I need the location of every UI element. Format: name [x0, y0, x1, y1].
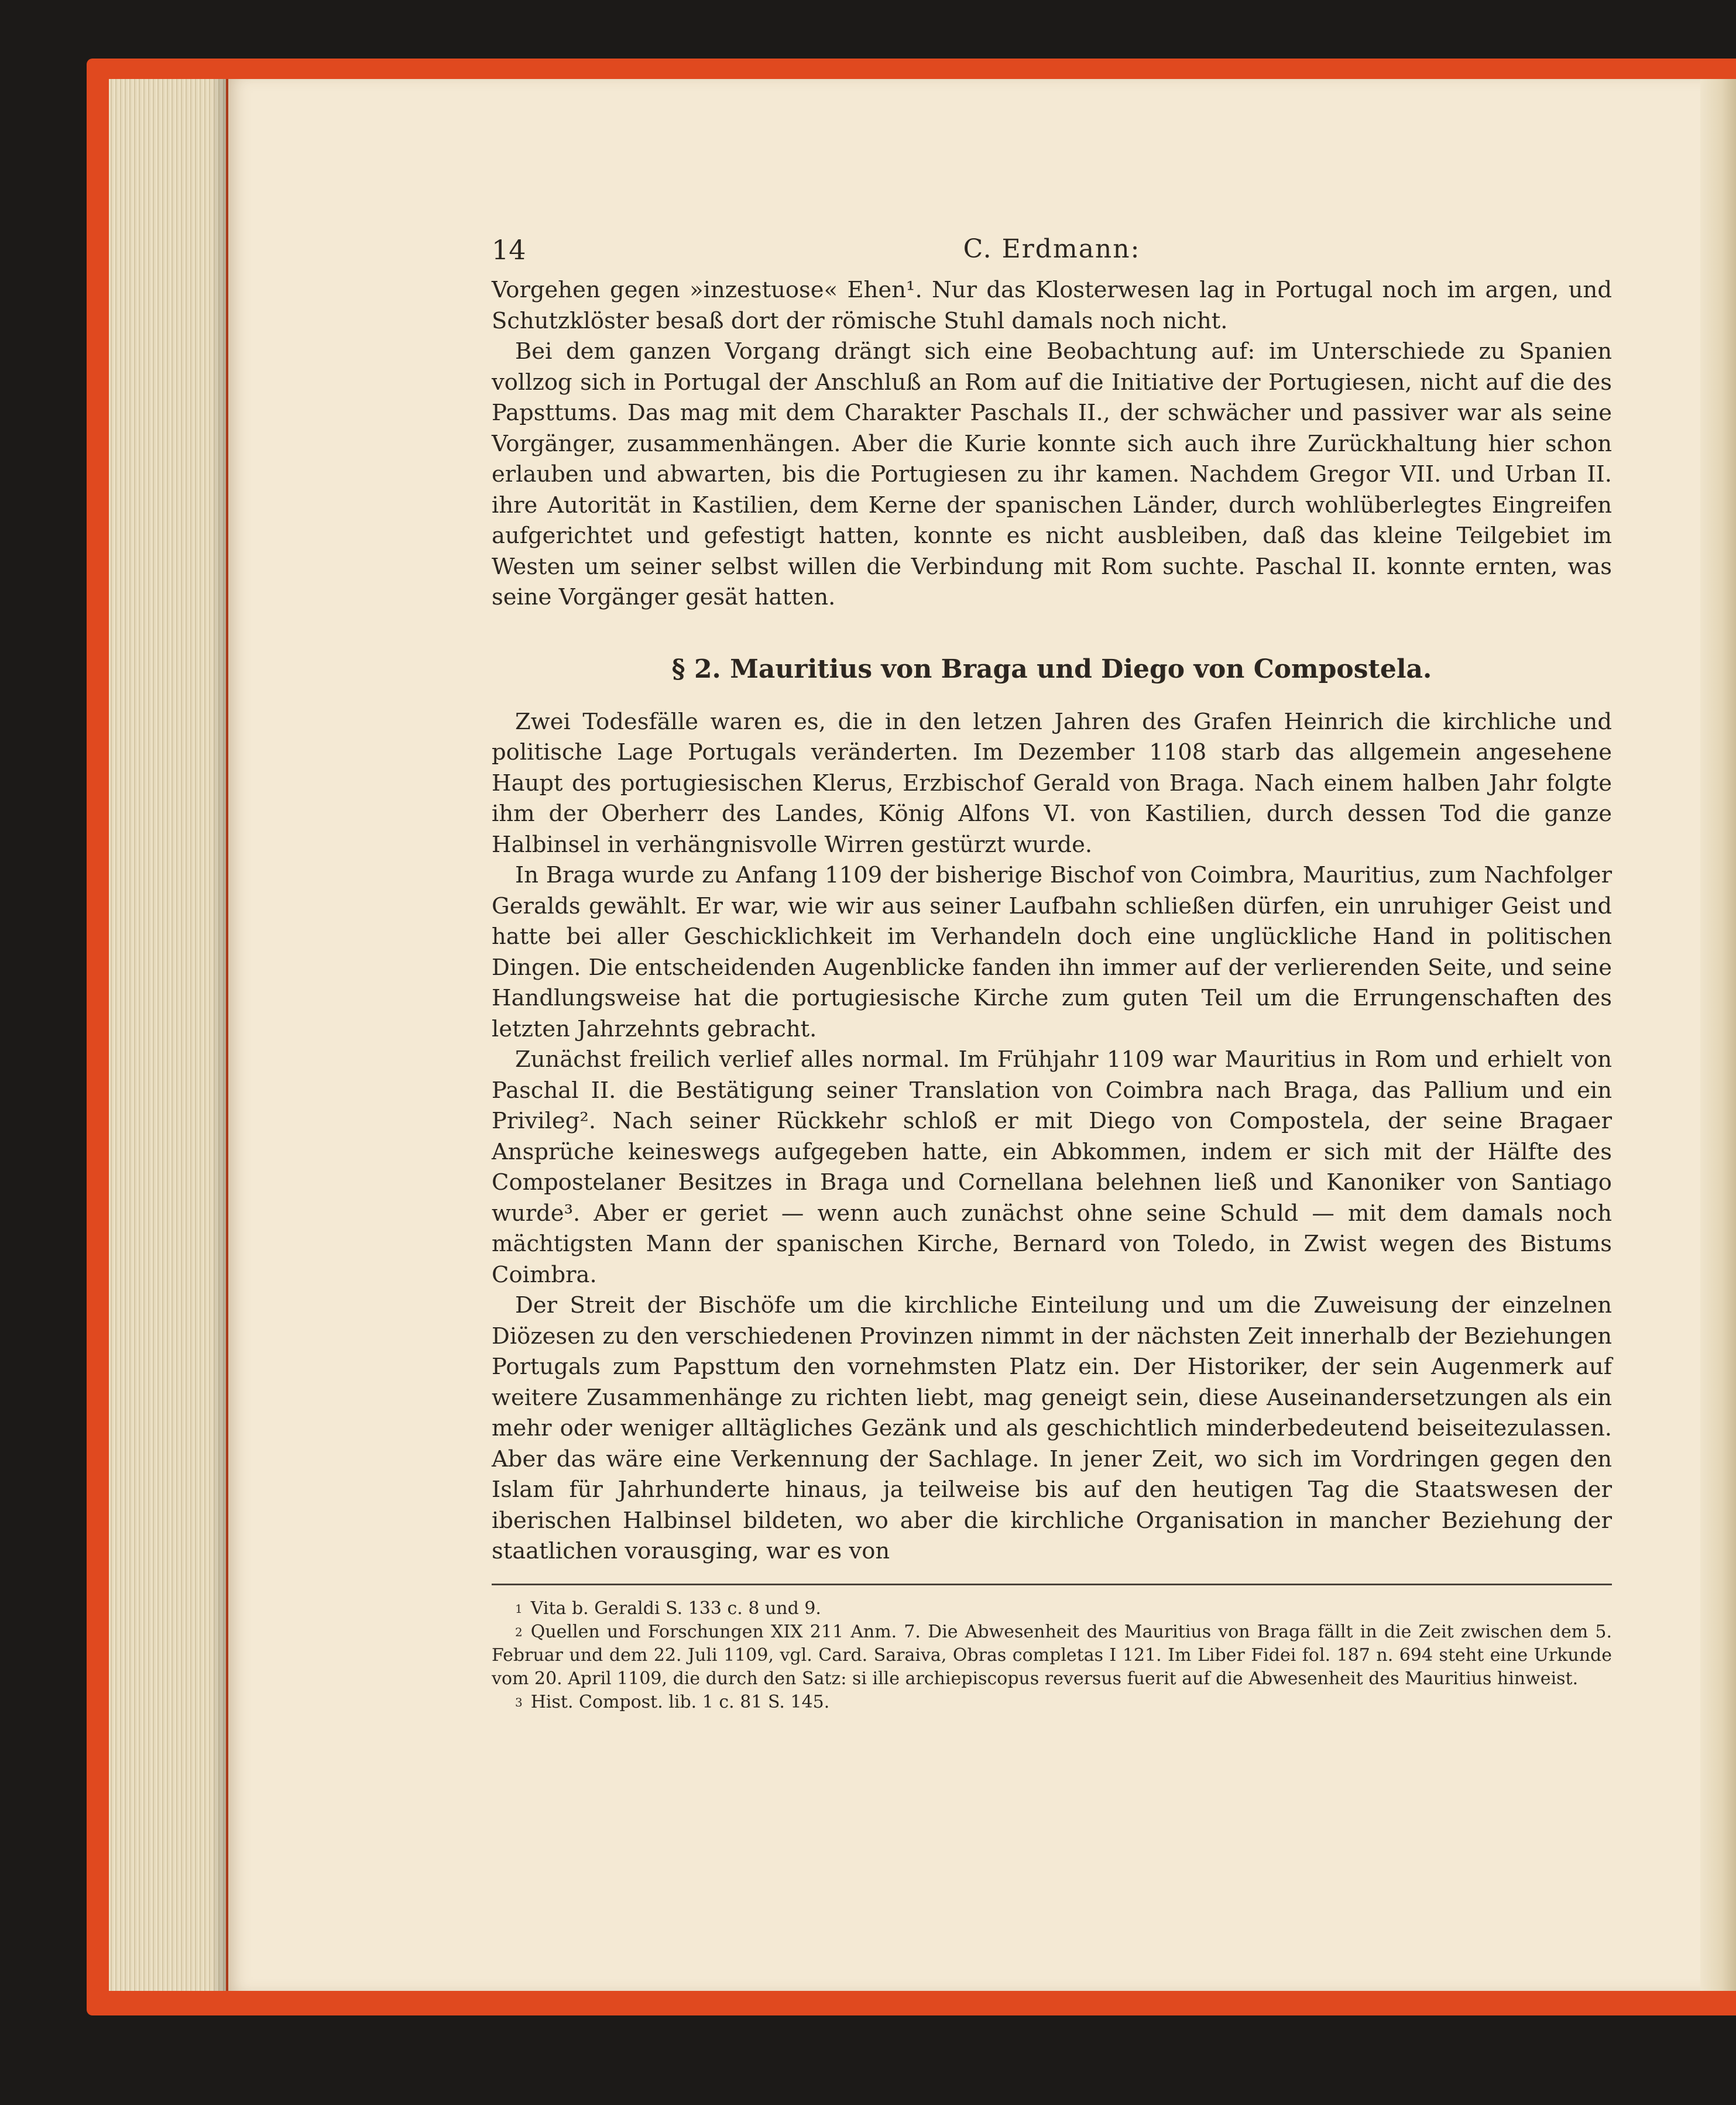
paragraph-3: Zwei Todesfälle waren es, die in den letzen Jahren des Grafen Heinrich die kirchliche und politische Lage Portugals veränderten. Im Dezember 1108 starb das allgemein angesehene Haupt des portugiesischen Klerus, Erzbischof Gerald von Braga. Nach einem halben Jahr folgte ihm der Oberherr des Landes, König Alfons VI. von Kastilien, durch dessen Tod die ganze Halbinsel in verhängnisvolle Wirren gestürzt wurde.: [492, 708, 1612, 858]
section-heading: § 2. Mauritius von Braga und Diego von Compostela.: [671, 654, 1432, 684]
footnote-3: [492, 1691, 1612, 1714]
footnote-mark: 2: [515, 1625, 523, 1639]
footnote-rule: [492, 1584, 1612, 1585]
footnote-mark: 1: [515, 1601, 523, 1616]
paragraph-1: Vorgehen gegen »inzestuose« Ehen¹. Nur das Klosterwesen lag in Portugal noch im argen, und Schutzklöster besaß dort der römische Stuhl damals noch nicht.: [492, 277, 1612, 334]
page-number: 14: [492, 234, 526, 266]
page-content: [492, 234, 1612, 1714]
footnote-mark: 3: [515, 1695, 523, 1709]
footnote-text: Quellen und Forschungen XIX 211 Anm. 7. Die Abwesenheit des Mauritius von Braga fällt in die Zeit zwischen dem 5. Februar und dem 22. Juli 1109, vgl. Card. Saraiva, Obras completas I 121. Im Liber Fidei fol. 187 n. 694 steht eine Urkunde vom 20. April 1109, die durch den Satz: si ille archiepiscopus reversus fuerit auf die Abwesenheit des Mauritius hinweist.: [492, 1621, 1612, 1689]
binding-shadow: [211, 79, 228, 1991]
running-header: [492, 234, 1612, 275]
footnote-text: Hist. Compost. lib. 1 c. 81 S. 145.: [530, 1691, 830, 1712]
footnote-text: Vita b. Geraldi S. 133 c. 8 und 9.: [530, 1598, 821, 1619]
paragraph-4: In Braga wurde zu Anfang 1109 der bisherige Bischof von Coimbra, Mauritius, zum Nachfolger Geralds gewählt. Er war, wie wir aus seiner Laufbahn schließen dürfen, ein unruhiger Geist und hatte bei aller Geschicklichkeit im Verhandeln doch eine unglückliche Hand in politischen Dingen. Die entscheidenden Augenblicke fanden ihn immer auf der verlierenden Seite, und seine Handlungsweise hat die portugiesische Kirche zum guten Teil um die Errungenschaften des letzten Jahrzehnts gebracht.: [492, 862, 1612, 1042]
paragraph-2: Bei dem ganzen Vorgang drängt sich eine Beobachtung auf: im Unterschiede zu Spanien vollzog sich in Portugal der Anschluß an Rom auf die Initiative der Portugiesen, nicht auf die des Papsttums. Das mag mit dem Charakter Paschals II., der schwächer und passiver war als seine Vorgänger, zusammenhängen. Aber die Kurie konnte sich auch ihre Zurückhaltung hier schon erlauben und abwarten, bis die Portugiesen zu ihr kamen. Nachdem Gregor VII. und Urban II. ihre Autorität in Kastilien, dem Kerne der spanischen Länder, durch wohlüberlegtes Eingreifen aufgerichtet und gefestigt hatten, konnte es nicht ausbleiben, daß das kleine Teilgebiet im Westen um seiner selbst willen die Verbindung mit Rom suchte. Paschal II. konnte ernten, was seine Vorgänger gesät hatten.: [492, 338, 1612, 610]
book-gutter: [1700, 79, 1736, 1991]
running-title: C. Erdmann:: [963, 234, 1141, 264]
page-edges: [109, 79, 226, 1991]
paragraph-6: Der Streit der Bischöfe um die kirchliche Einteilung und um die Zuweisung der einzelnen Diözesen zu den verschiedenen Provinzen nimmt in der nächsten Zeit innerhalb der Beziehungen Portugals zum Papsttum den vornehmsten Platz ein. Der Historiker, der sein Augenmerk auf weitere Zusammenhänge zu richten liebt, mag geneigt sein, diese Auseinandersetzungen als ein mehr oder weniger alltägliches Gezänk und als geschichtlich minderbedeutend beiseitezulassen. Aber das wäre eine Verkennung der Sachlage. In jener Zeit, wo sich im Vordringen gegen den Islam für Jahrhunderte hinaus, ja teilweise bis auf den heutigen Tag die Staatswesen der iberischen Halbinsel bildeten, wo aber die kirchliche Organisation in mancher Beziehung der staatlichen vorausging, war es von: [492, 1292, 1612, 1564]
footnote-2: [492, 1620, 1612, 1691]
footnote-1: [492, 1597, 1612, 1620]
paragraph-5: Zunächst freilich verlief alles normal. Im Frühjahr 1109 war Mauritius in Rom und erhielt von Paschal II. die Bestätigung seiner Translation von Coimbra nach Braga, das Pallium und ein Privileg². Nach seiner Rückkehr schloß er mit Diego von Compostela, der seine Bragaer Ansprüche keineswegs aufgegeben hatte, ein Abkommen, indem er sich mit der Hälfte des Compostelaner Besitzes in Braga und Cornellana belehnen ließ und Kanoniker von Santiago wurde³. Aber er geriet — wenn auch zunächst ohne seine Schuld — mit dem damals noch mächtigsten Mann der spanischen Kirche, Bernard von Toledo, in Zwist wegen des Bistums Coimbra.: [492, 1046, 1612, 1288]
